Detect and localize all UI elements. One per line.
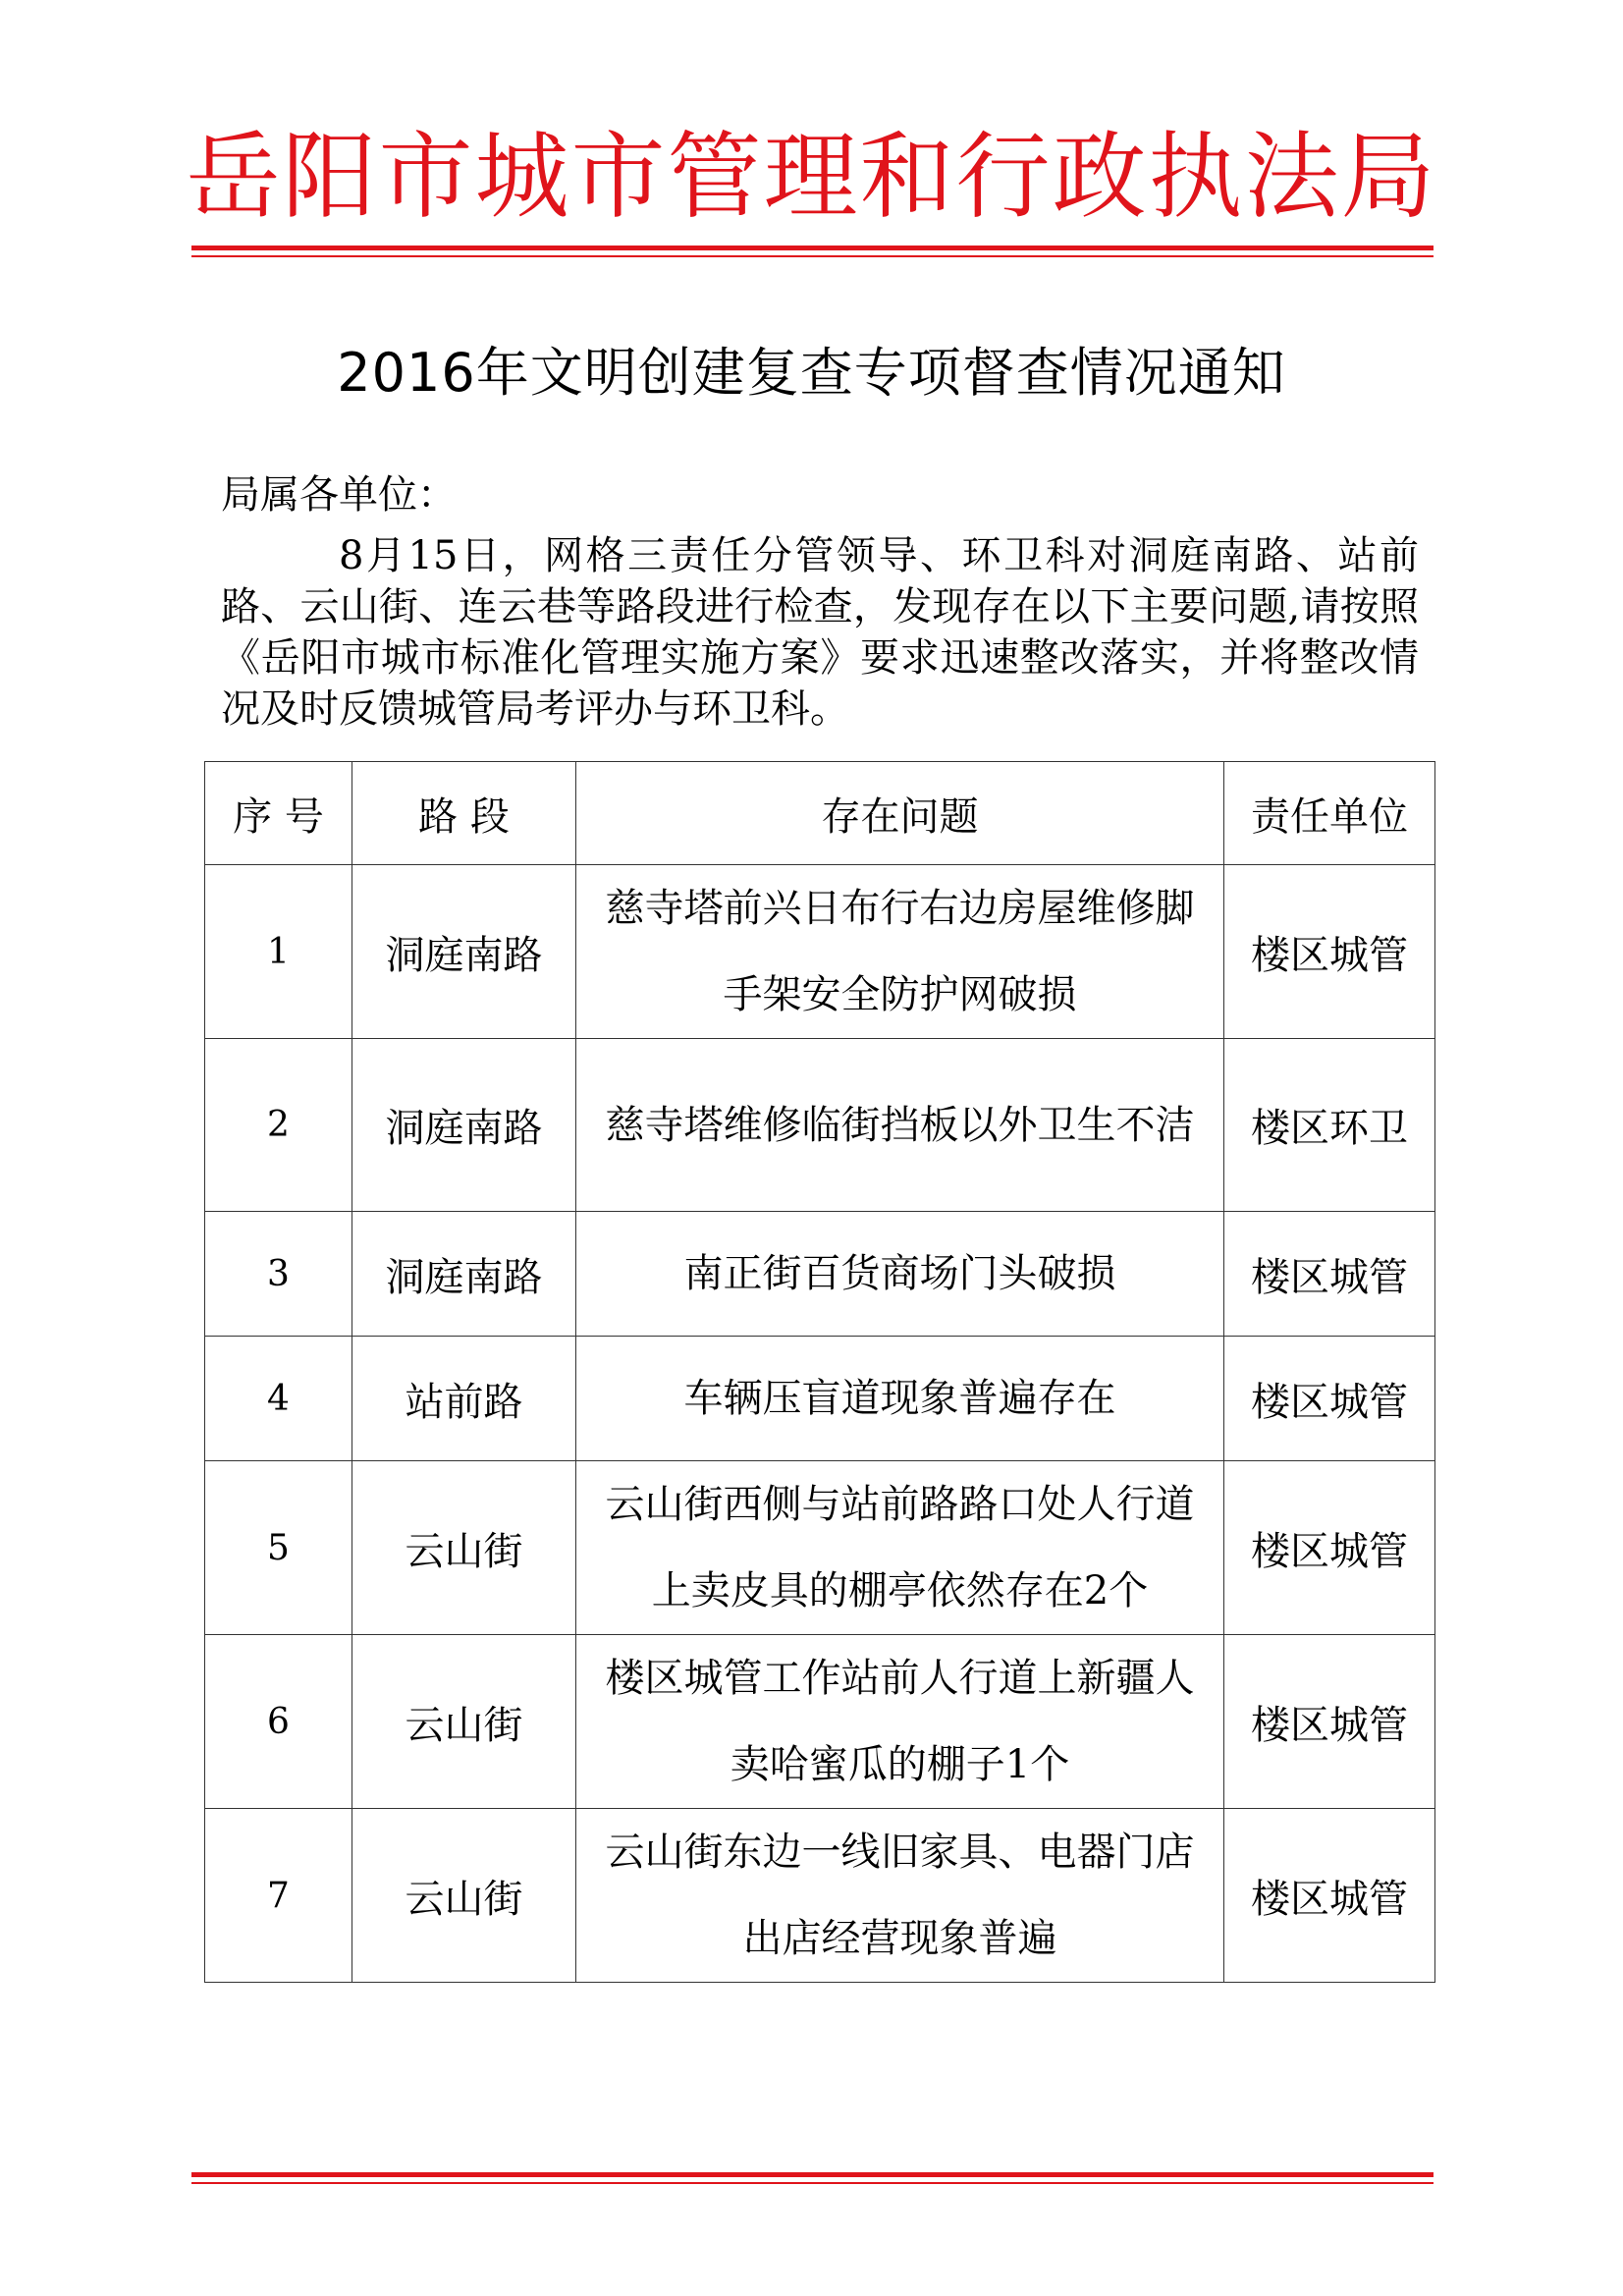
- issues-table: [204, 761, 1435, 1983]
- letterhead-divider-top: [191, 246, 1434, 257]
- row-unit: 楼区环卫: [1224, 1039, 1435, 1212]
- row-unit: 楼区城管: [1224, 1337, 1435, 1461]
- row-num: 5: [205, 1461, 352, 1635]
- table-row: [205, 1635, 1435, 1809]
- body-paragraph: 8月15日，网格三责任分管领导、环卫科对洞庭南路、站前路、云山街、连云巷等路段进行检查，发现存在以下主要问题,请按照《岳阳市城市标准化管理实施方案》要求迅速整改落实，并将整改情况及时反馈城管局考评办与环卫科。: [221, 533, 1419, 732]
- table-row: [205, 1212, 1435, 1337]
- table-row: [205, 1809, 1435, 1983]
- table-row: [205, 1337, 1435, 1461]
- agency-letterhead-title: 岳阳市城市管理和行政执法局: [186, 122, 1437, 232]
- row-issue: 楼区城管工作站前人行道上新疆人卖哈蜜瓜的棚子1个: [576, 1635, 1224, 1809]
- header-num: 序 号: [205, 762, 352, 865]
- row-num: 3: [205, 1212, 352, 1337]
- row-unit: 楼区城管: [1224, 1809, 1435, 1983]
- table-header-row: [205, 762, 1435, 865]
- row-issue: 慈寺塔前兴日布行右边房屋维修脚手架安全防护网破损: [576, 865, 1224, 1039]
- row-num: 4: [205, 1337, 352, 1461]
- row-road: 洞庭南路: [352, 865, 576, 1039]
- table-row: [205, 865, 1435, 1039]
- row-issue: 车辆压盲道现象普遍存在: [576, 1337, 1224, 1461]
- row-road: 云山街: [352, 1635, 576, 1809]
- row-road: 洞庭南路: [352, 1212, 576, 1337]
- table-row: [205, 1461, 1435, 1635]
- letterhead-divider-bottom: [191, 2172, 1434, 2184]
- header-issue: 存在问题: [576, 762, 1224, 865]
- row-unit: 楼区城管: [1224, 1635, 1435, 1809]
- row-unit: 楼区城管: [1224, 1212, 1435, 1337]
- row-unit: 楼区城管: [1224, 865, 1435, 1039]
- row-issue: 慈寺塔维修临街挡板以外卫生不洁: [576, 1039, 1224, 1212]
- row-num: 7: [205, 1809, 352, 1983]
- row-road: 云山街: [352, 1809, 576, 1983]
- row-unit: 楼区城管: [1224, 1461, 1435, 1635]
- document-title: 2016年文明创建复查专项督查情况通知: [337, 342, 1286, 404]
- header-road: 路 段: [352, 762, 576, 865]
- salutation: 局属各单位：: [221, 472, 457, 518]
- row-road: 洞庭南路: [352, 1039, 576, 1212]
- row-num: 6: [205, 1635, 352, 1809]
- header-unit: 责任单位: [1224, 762, 1435, 865]
- row-issue: 南正街百货商场门头破损: [576, 1212, 1224, 1337]
- row-issue: 云山街东边一线旧家具、电器门店出店经营现象普遍: [576, 1809, 1224, 1983]
- row-num: 1: [205, 865, 352, 1039]
- row-road: 站前路: [352, 1337, 576, 1461]
- table-row: [205, 1039, 1435, 1212]
- row-issue: 云山街西侧与站前路路口处人行道上卖皮具的棚亭依然存在2个: [576, 1461, 1224, 1635]
- row-road: 云山街: [352, 1461, 576, 1635]
- row-num: 2: [205, 1039, 352, 1212]
